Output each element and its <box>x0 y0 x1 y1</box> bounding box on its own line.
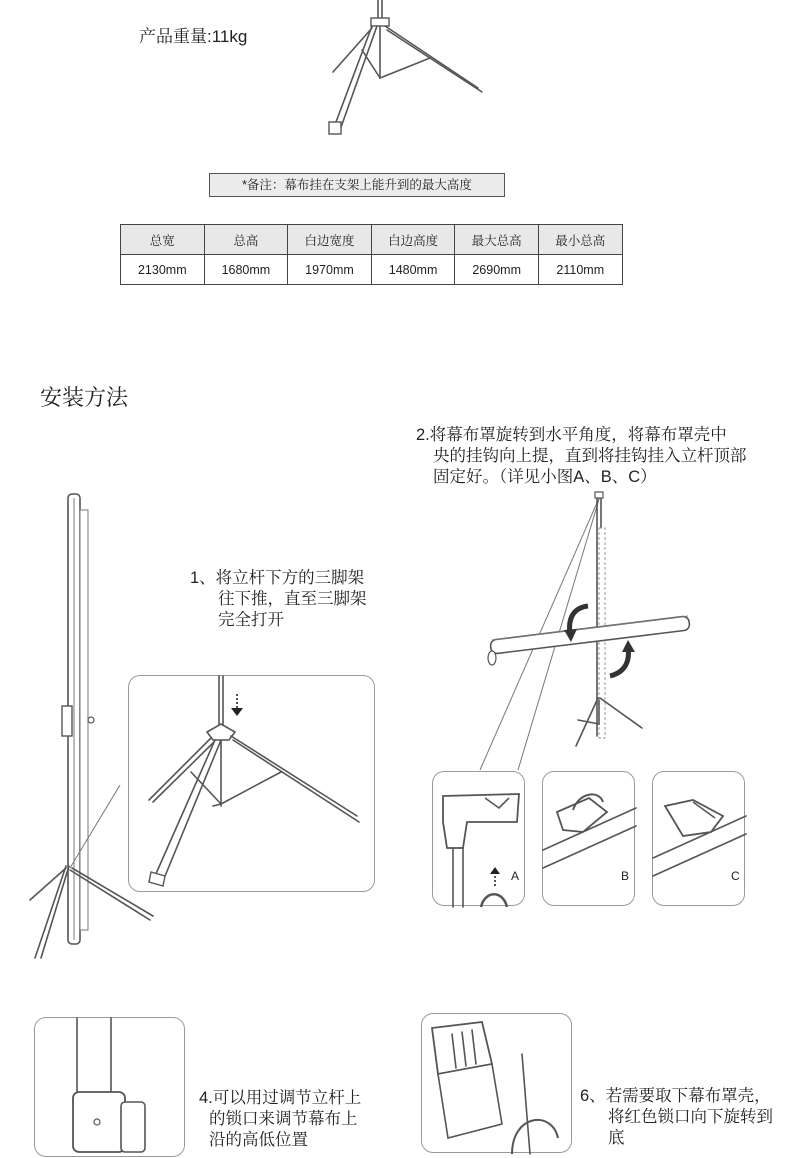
spec-value-cell: 1970mm <box>288 255 372 285</box>
lock-illustration <box>35 1018 186 1158</box>
spec-value-row <box>121 255 623 285</box>
detail-c-label: C <box>731 869 740 883</box>
spec-header-cell: 总高 <box>204 225 288 255</box>
step6-line: 6、若需要取下幕布罩壳， <box>580 1087 771 1105</box>
spec-header-cell: 白边宽度 <box>288 225 372 255</box>
step4-line: 的锁口来调节幕布上 <box>209 1110 358 1128</box>
step4-line: 4.可以用过调节立杆上 <box>199 1089 362 1107</box>
spec-header-cell: 总宽 <box>121 225 205 255</box>
remove-detail-panel <box>421 1013 572 1153</box>
hook-detail-b-illustration <box>543 772 636 907</box>
install-step-6 <box>580 1086 790 1149</box>
up-arrow-icon <box>610 640 635 676</box>
lock-detail-panel <box>34 1017 185 1157</box>
spec-header-cell: 白边高度 <box>371 225 455 255</box>
detail-a-label: A <box>511 869 520 883</box>
step6-line: 将红色锁口向下旋转到 <box>608 1108 773 1126</box>
step6-line: 底 <box>608 1129 625 1147</box>
detail-a-panel <box>432 771 525 906</box>
spec-header-cell: 最大总高 <box>455 225 539 255</box>
detail-c-panel <box>652 771 745 906</box>
spec-header-row <box>121 225 623 255</box>
product-weight: 产品重量:11kg <box>139 27 248 46</box>
tripod-detail-panel <box>128 675 375 892</box>
hook-detail-a-illustration <box>433 772 526 907</box>
tripod-top-illustration <box>0 0 790 150</box>
remove-illustration <box>422 1014 573 1154</box>
spec-value-cell: 1680mm <box>204 255 288 285</box>
step1-line: 1、将立杆下方的三脚架 <box>190 569 365 587</box>
install-step-4 <box>199 1088 389 1151</box>
step2-line: 央的挂钩向上提，直到将挂钩挂入立杆顶部 <box>433 447 747 465</box>
step1-line: 往下推，直至三脚架 <box>218 590 367 608</box>
step4-line: 沿的高低位置 <box>209 1131 308 1149</box>
spec-value-cell: 1480mm <box>371 255 455 285</box>
hook-detail-c-illustration <box>653 772 746 907</box>
detail-b-label: B <box>621 869 630 883</box>
spec-value-cell: 2110mm <box>538 255 622 285</box>
spec-table <box>120 224 623 285</box>
spec-header-cell: 最小总高 <box>538 225 622 255</box>
height-note: *备注：幕布挂在支架上能升到的最大高度 <box>209 173 505 197</box>
install-section-title: 安装方法 <box>40 385 129 410</box>
detail-b-panel <box>542 771 635 906</box>
down-arrow-icon <box>231 694 243 716</box>
install-step-2 <box>416 425 786 488</box>
spec-value-cell: 2130mm <box>121 255 205 285</box>
tripod-illustration <box>129 676 376 893</box>
step2-line: 固定好。（详见小图A、B、C） <box>433 468 657 486</box>
rotating-screen-illustration <box>460 488 790 778</box>
step1-line: 完全打开 <box>218 611 284 629</box>
spec-value-cell: 2690mm <box>455 255 539 285</box>
step2-line: 2.将幕布罩旋转到水平角度，将幕布罩壳中 <box>416 426 727 444</box>
install-step-1 <box>190 568 390 631</box>
